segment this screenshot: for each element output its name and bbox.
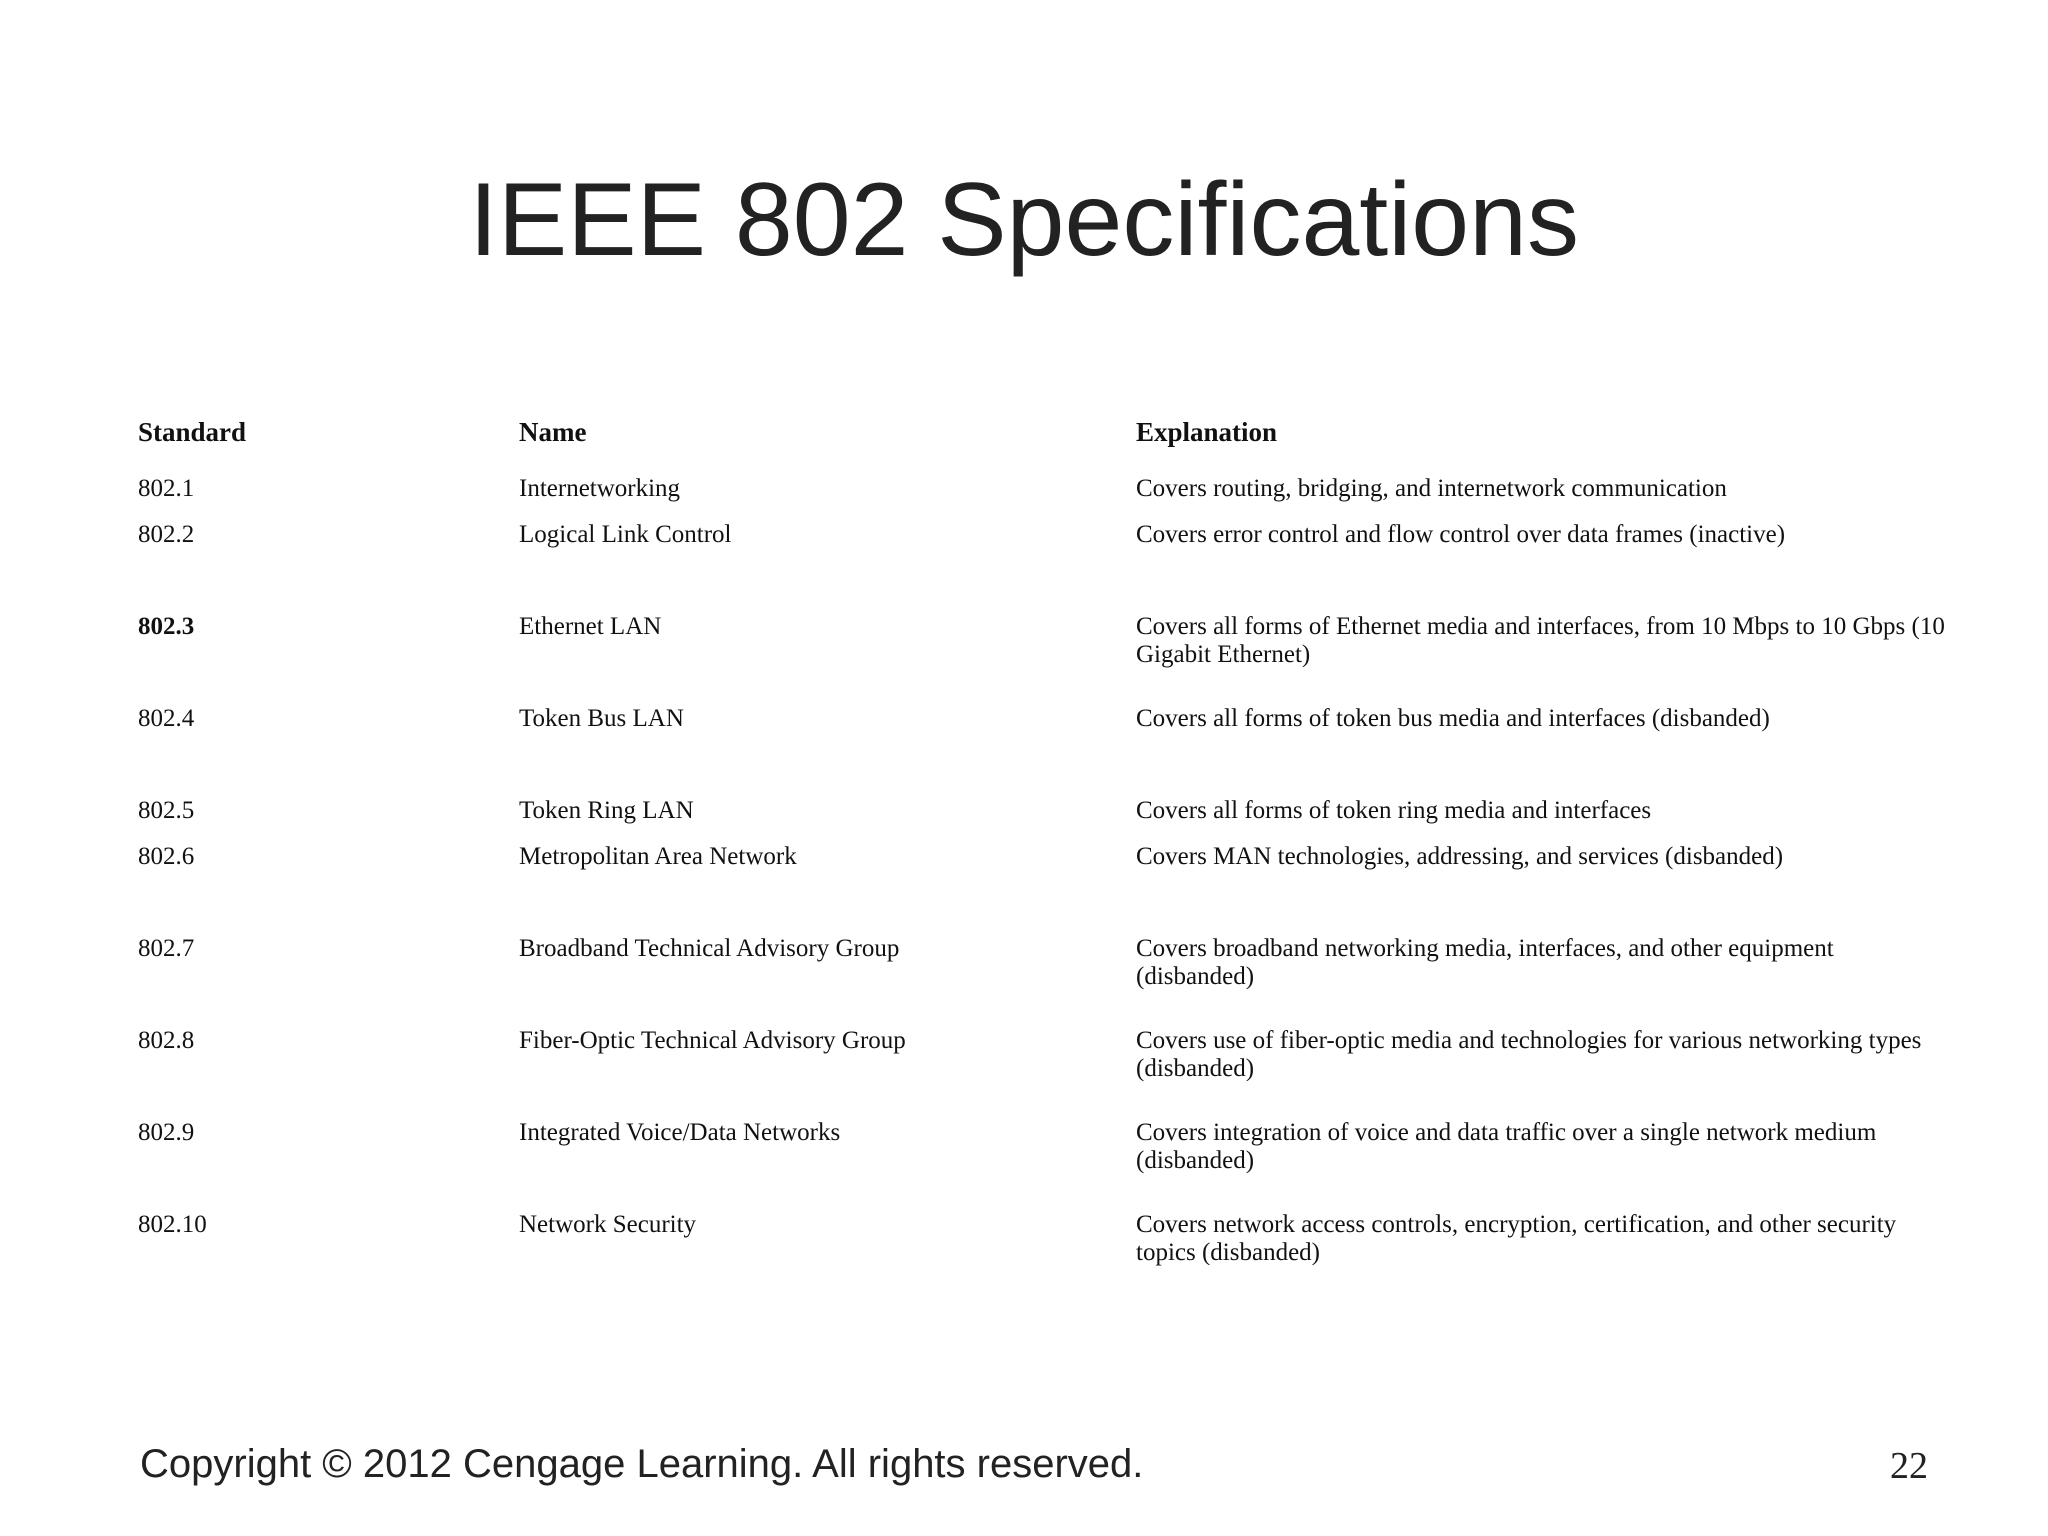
row-explanation: Covers broadband networking media, interfaces, and other equipment (disbanded) (1136, 935, 1834, 990)
row-explanation: Covers all forms of token ring media and interfaces (1136, 797, 1652, 824)
header-explanation: Explanation (1136, 417, 1278, 447)
row-explanation: Covers all forms of Ethernet media and interfaces, from 10 Mbps to 10 Gbps (10 Gigabit Ethernet) (1136, 613, 1945, 668)
row-standard: 802.5 (138, 797, 195, 824)
row-explanation: Covers routing, bridging, and internetwork communication (1136, 475, 1727, 502)
row-explanation: Covers MAN technologies, addressing, and services (disbanded) (1136, 843, 1784, 870)
row-name: Broadband Technical Advisory Group (519, 935, 900, 962)
row-name: Token Ring LAN (519, 797, 694, 824)
row-name: Ethernet LAN (519, 613, 662, 640)
row-name: Fiber-Optic Technical Advisory Group (519, 1027, 906, 1054)
row-standard: 802.7 (138, 935, 195, 962)
row-standard: 802.3 (138, 613, 195, 640)
row-standard: 802.1 (138, 475, 195, 502)
row-standard: 802.10 (138, 1211, 207, 1238)
row-explanation: Covers integration of voice and data traffic over a single network medium (disbanded) (1136, 1119, 1877, 1174)
row-standard: 802.9 (138, 1119, 195, 1146)
page-number: 22 (1890, 1445, 1928, 1487)
row-name: Integrated Voice/Data Networks (519, 1119, 841, 1146)
row-standard: 802.2 (138, 521, 195, 548)
copyright-footer: Copyright © 2012 Cengage Learning. All rights reserved. (140, 1442, 1144, 1486)
row-standard: 802.8 (138, 1027, 195, 1054)
row-explanation: Covers error control and flow control over data frames (inactive) (1136, 521, 1786, 548)
row-name: Logical Link Control (519, 521, 732, 548)
header-name: Name (519, 417, 587, 447)
row-explanation: Covers use of fiber-optic media and technologies for various networking types (disbanded) (1136, 1027, 1922, 1082)
row-name: Metropolitan Area Network (519, 843, 797, 870)
row-explanation: Covers network access controls, encryption, certification, and other security topics (disbanded) (1136, 1211, 1897, 1266)
row-standard: 802.4 (138, 705, 195, 732)
row-name: Internetworking (519, 475, 681, 502)
slide-title: IEEE 802 Specifications (469, 162, 1579, 278)
row-explanation: Covers all forms of token bus media and interfaces (disbanded) (1136, 705, 1770, 732)
row-standard: 802.6 (138, 843, 195, 870)
row-name: Network Security (519, 1211, 697, 1238)
header-standard: Standard (138, 417, 247, 447)
row-name: Token Bus LAN (519, 705, 684, 732)
